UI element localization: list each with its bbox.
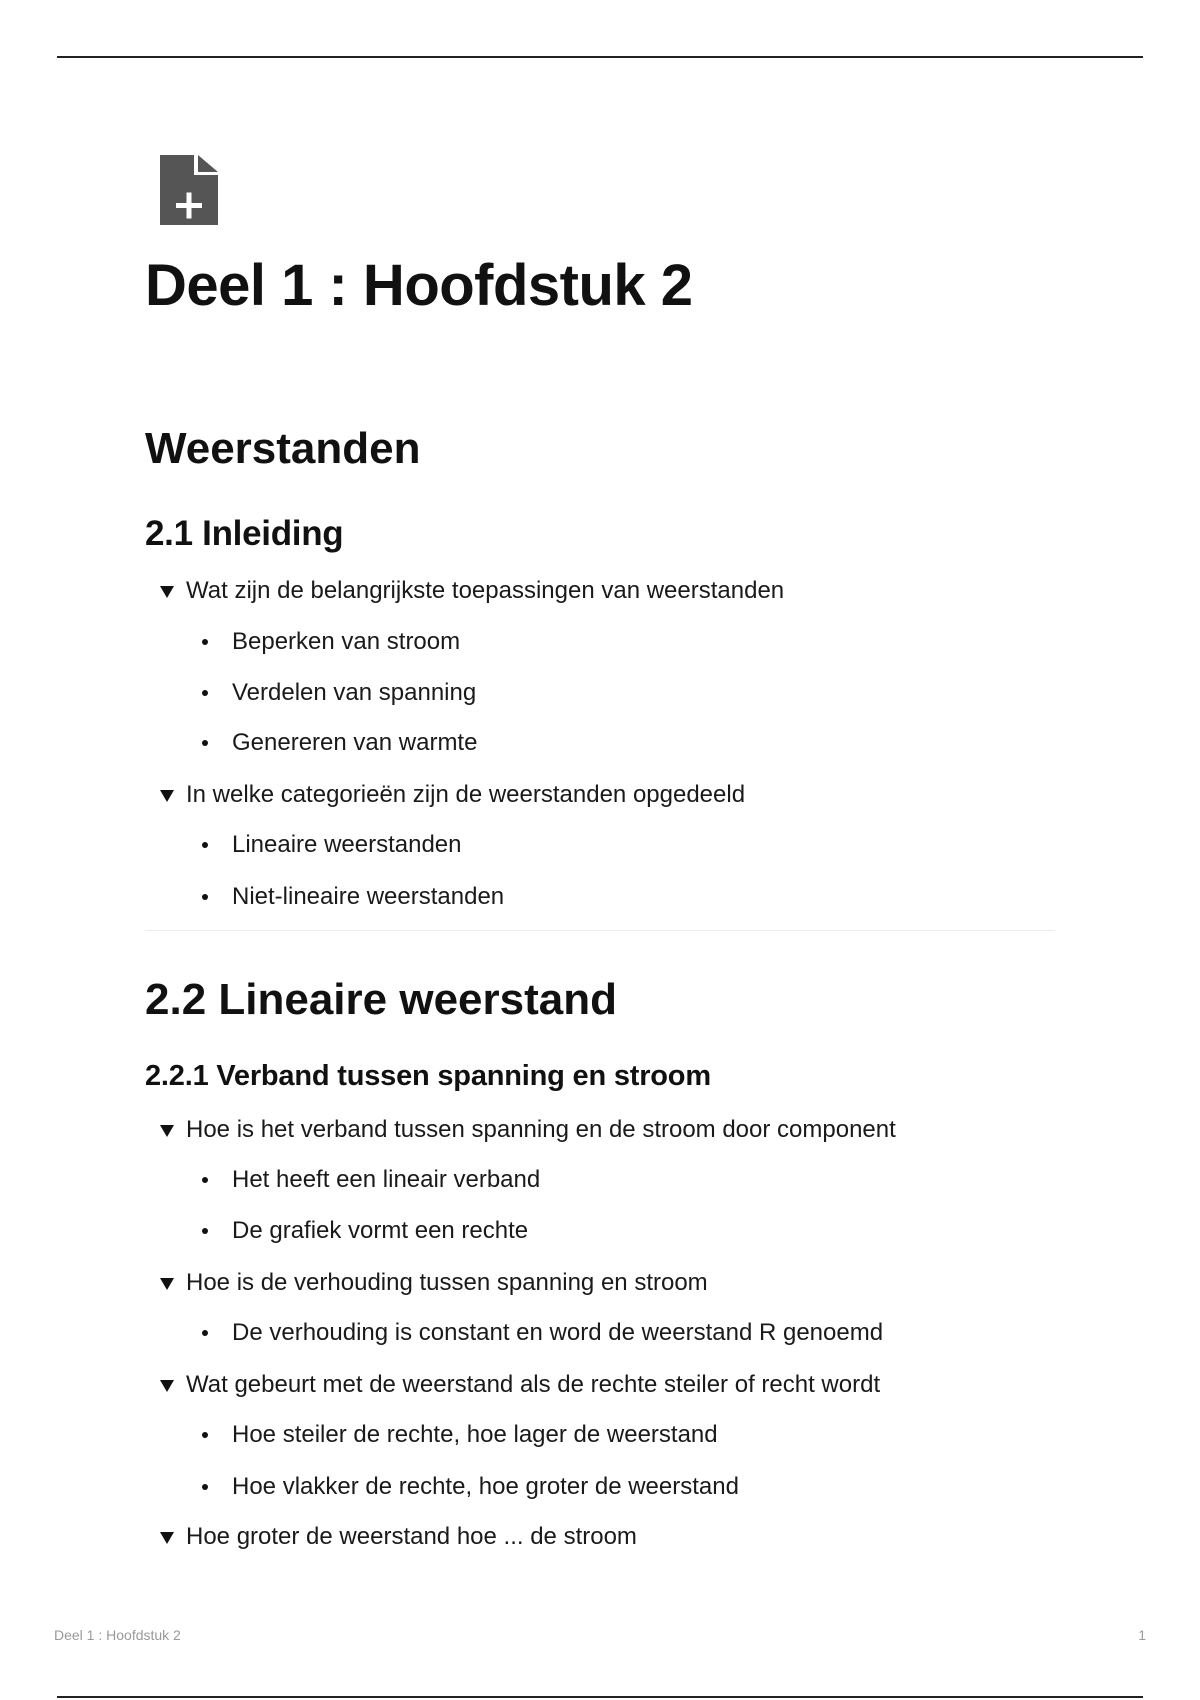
toggle-verhouding[interactable] [160, 1269, 708, 1297]
top-rule [57, 56, 1143, 58]
list-item [202, 1319, 883, 1347]
list-item [202, 831, 462, 859]
toggle-label: Hoe is het verband tussen spanning en de stroom door component [186, 1116, 896, 1143]
toggle-label: In welke categorieën zijn de weerstanden opgedeeld [186, 781, 746, 808]
list-item-text: Verdelen van spanning [232, 679, 477, 706]
bullet-icon [202, 690, 208, 696]
bullet-icon [202, 1432, 208, 1438]
list-item [202, 628, 460, 656]
list-item-text: Niet-lineaire weerstanden [232, 883, 505, 910]
page-title: Deel 1 : Hoofdstuk 2 [145, 253, 693, 318]
divider [145, 930, 1055, 931]
bottom-rule [57, 1696, 1143, 1698]
toggle-categorieen[interactable] [160, 781, 745, 809]
section-heading-weerstanden: Weerstanden [145, 424, 421, 473]
list-item [202, 1166, 540, 1194]
list-item [202, 1421, 718, 1449]
page-number: 1 [1138, 1627, 1146, 1643]
list-item [202, 1473, 739, 1501]
toggle-label: Hoe is de verhouding tussen spanning en stroom [186, 1269, 708, 1296]
toggle-label: Wat gebeurt met de weerstand als de rechte steiler of recht wordt [186, 1371, 881, 1398]
section-heading-verband: 2.2.1 Verband tussen spanning en stroom [145, 1060, 711, 1092]
toggle-toepassingen[interactable] [160, 577, 784, 605]
list-item-text: Beperken van stroom [232, 628, 461, 655]
toggle-triangle-icon[interactable] [160, 1532, 174, 1544]
list-item [202, 1217, 528, 1245]
list-item-text: De verhouding is constant en word de weerstand R genoemd [232, 1319, 884, 1346]
list-item-text: Hoe vlakker de rechte, hoe groter de weerstand [232, 1473, 739, 1500]
bullet-icon [202, 1228, 208, 1234]
toggle-steiler[interactable] [160, 1371, 880, 1399]
list-item-text: Genereren van warmte [232, 729, 478, 756]
toggle-triangle-icon[interactable] [160, 1380, 174, 1392]
footer-title: Deel 1 : Hoofdstuk 2 [54, 1627, 181, 1643]
list-item-text: De grafiek vormt een rechte [232, 1217, 529, 1244]
bullet-icon [202, 639, 208, 645]
list-item [202, 679, 476, 707]
toggle-triangle-icon[interactable] [160, 790, 174, 802]
toggle-triangle-icon[interactable] [160, 586, 174, 598]
bullet-icon [202, 1484, 208, 1490]
section-heading-lineaire-weerstand: 2.2 Lineaire weerstand [145, 975, 617, 1024]
list-item-text: Hoe steiler de rechte, hoe lager de weerstand [232, 1421, 718, 1448]
toggle-groter[interactable] [160, 1523, 637, 1551]
toggle-triangle-icon[interactable] [160, 1278, 174, 1290]
toggle-verband[interactable] [160, 1116, 896, 1144]
toggle-label: Wat zijn de belangrijkste toepassingen van weerstanden [186, 577, 785, 604]
list-item [202, 729, 477, 757]
bullet-icon [202, 1330, 208, 1336]
section-heading-inleiding: 2.1 Inleiding [145, 514, 344, 553]
list-item-text: Lineaire weerstanden [232, 831, 462, 858]
bullet-icon [202, 1177, 208, 1183]
bullet-icon [202, 842, 208, 848]
toggle-label: Hoe groter de weerstand hoe ... de stroom [186, 1523, 637, 1550]
toggle-triangle-icon[interactable] [160, 1125, 174, 1137]
bullet-icon [202, 894, 208, 900]
list-item [202, 883, 504, 911]
bullet-icon [202, 740, 208, 746]
list-item-text: Het heeft een lineair verband [232, 1166, 541, 1193]
document-add-icon [160, 155, 218, 225]
